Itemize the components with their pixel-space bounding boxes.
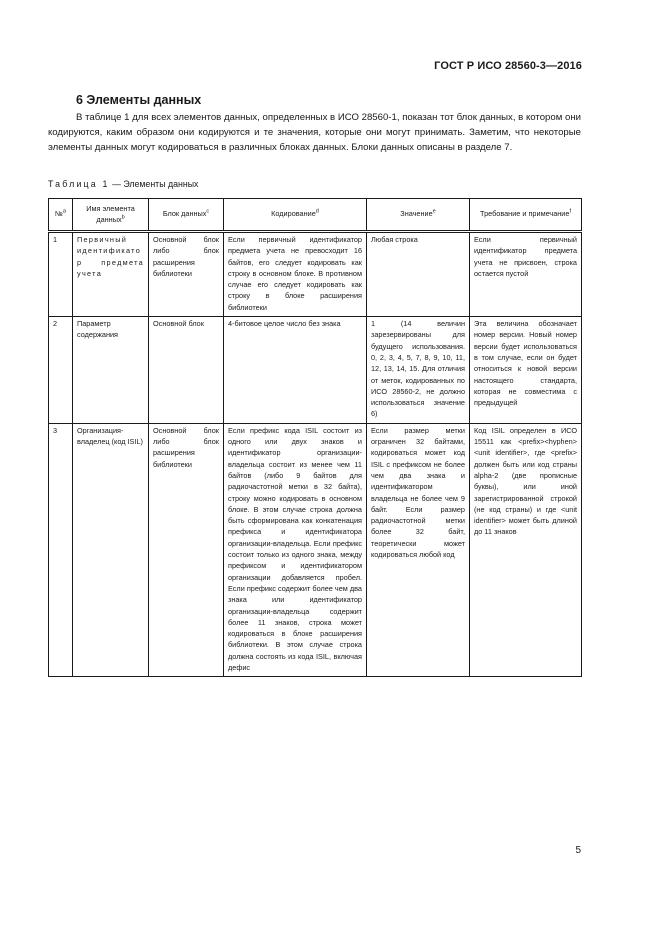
col-header-number: №$^а$ [49, 199, 73, 232]
col-header-value: Значение$^е$ [367, 199, 470, 232]
cell-number: 2 [49, 317, 73, 424]
col-header-note: Требование и примечание$^f$ [470, 199, 582, 232]
cell-value: 1 (14 величин зарезервированы для будущего использования. 0, 2, 3, 4, 5, 7, 8, 9, 10, 11, 12, 13, 14, 15. Для отличия от меток, кодированных по ИСО 28560-2, не должно использоваться значение 6) [367, 317, 470, 424]
col-header-encoding: Кодирование$^d$ [224, 199, 367, 232]
section-title: 6 Элементы данных [76, 93, 202, 107]
cell-note: Код ISIL определен в ИСО 15511 как <prefix><hyphen><unit identifier>, где <prefix> должен быть или код страны alpha-2 (две прописные буквы), или иной зарегистрированной строкой (не код страны) и где <unit identifier> может быть длиной до 11 знаков [470, 423, 582, 677]
table-row [49, 232, 582, 317]
cell-data-block: Основной блок [149, 317, 224, 424]
intro-paragraph: В таблице 1 для всех элементов данных, определенных в ИСО 28560-1, показан тот блок данных, в котором они кодируются, каким образом они кодируются и те значения, которые они могут принимать. Заметим, что некоторые элементы данных могут кодироваться в различных блоках данных. Блоки данных описаны в разделе 7. [48, 112, 581, 153]
table-header-row [49, 199, 582, 232]
document-code: ГОСТ Р ИСО 28560-3—2016 [434, 60, 582, 72]
table-caption-label: Таблица 1 [48, 179, 110, 189]
page-number: 5 [575, 845, 581, 856]
table-caption [48, 179, 198, 189]
cell-value: Если размер метки ограничен 32 байтами, кодироваться может код ISIL с префиксом не более чем два знака и идентификатором владельца не более чем 9 байт. Если размер радиочастотной метки более 32 байт, теоретически может кодироваться любой код [367, 423, 470, 677]
cell-encoding: Если первичный идентификатор предмета учета не превосходит 16 байтов, его следует кодировать как строку в основном блоке. В противном случае его следует кодировать как строку в блоке расширения библиотеки [224, 232, 367, 317]
cell-note: Если первичный идентификатор предмета учета не присвоен, строка остается пустой [470, 232, 582, 317]
cell-encoding: Если префикс кода ISIL состоит из одного или двух знаков и идентификатор организации-владельца состоит из менее чем 11 байтов (либо 9 байтов для радиочастотной метки в 32 байта), строку можно кодировать в основном блоке. В этом случае строка должна быть сформирована как конкатенация префикса и идентификатора организации-владельца. Если префикс состоит только из одного знака, между префиксом и идентификатором организации добавляется пробел. Если префикс содержит более чем два знака или идентификатор организации-владельца содержит более 11 знаков, строка может кодироваться в блоке расширения библиотеки. В этом случае строка должна состоять из кода ISIL, включая дефис [224, 423, 367, 677]
table-row [49, 317, 582, 424]
cell-number: 3 [49, 423, 73, 677]
data-elements-table [48, 198, 582, 677]
cell-element-name: Параметр содержания [73, 317, 149, 424]
cell-encoding: 4-битовое целое число без знака [224, 317, 367, 424]
col-header-element-name: Имя элемента данных$^b$ [73, 199, 149, 232]
cell-number: 1 [49, 232, 73, 317]
cell-element-name: Первичный идентификатор предмета учета [73, 232, 149, 317]
cell-note: Эта величина обозначает номер версии. Новый номер версии будет использоваться в том случае, если он будет относиться к новой версии настоящего стандарта, которая не совместима с предыдущей [470, 317, 582, 424]
table-caption-title: — Элементы данных [109, 179, 199, 189]
cell-value: Любая строка [367, 232, 470, 317]
cell-element-name: Организация-владелец (код ISIL) [73, 423, 149, 677]
col-header-data-block: Блок данных$^с$ [149, 199, 224, 232]
cell-data-block: Основной блок либо блок расширения библиотеки [149, 232, 224, 317]
table-row [49, 423, 582, 677]
cell-data-block: Основной блок либо блок расширения библиотеки [149, 423, 224, 677]
